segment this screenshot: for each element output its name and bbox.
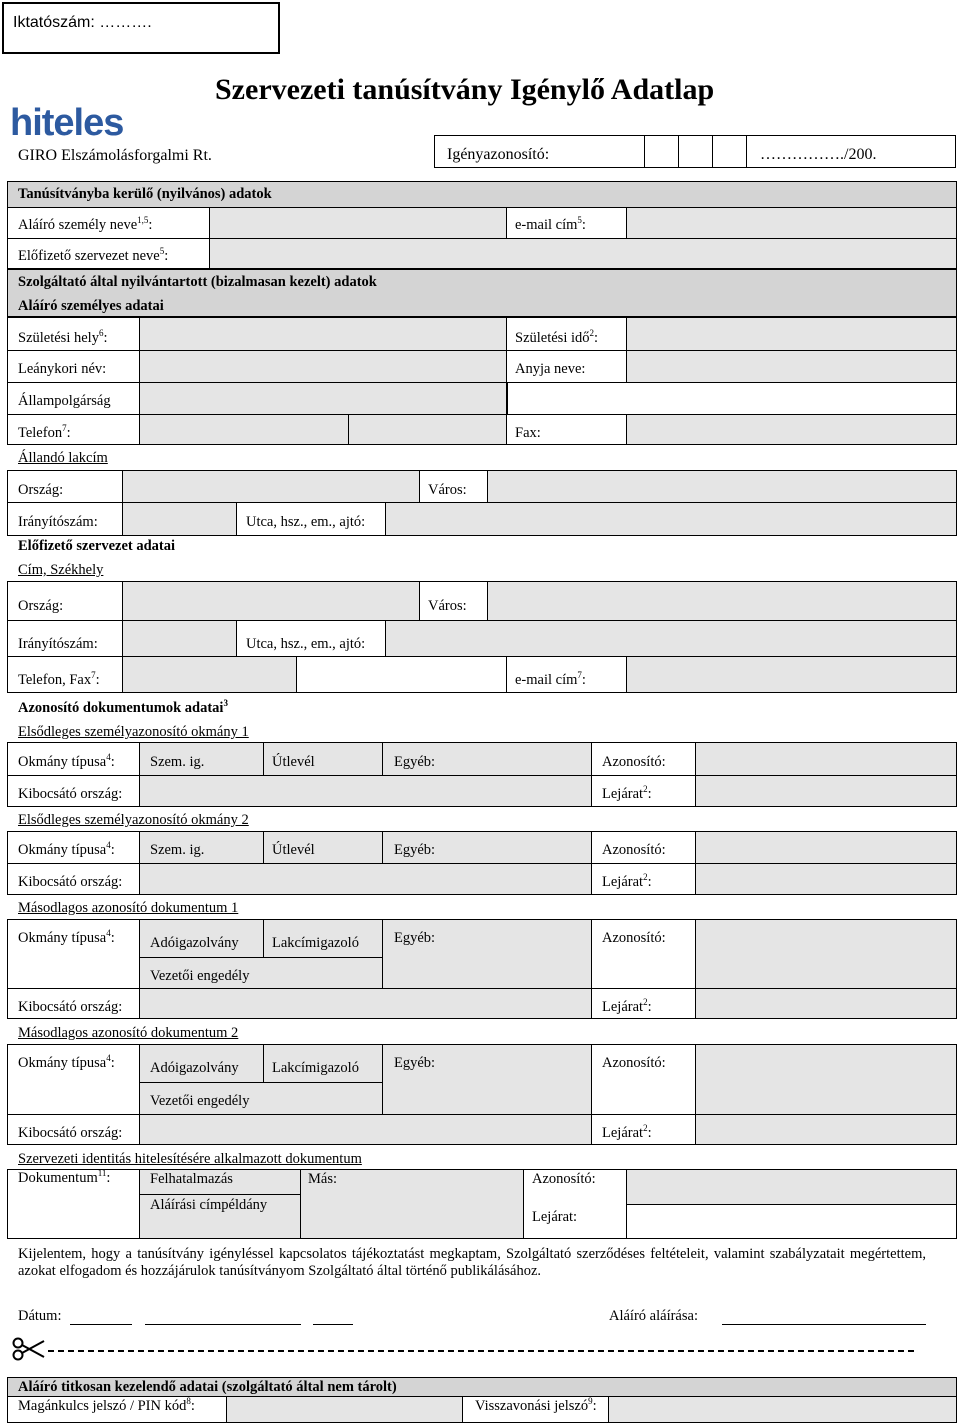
maiden-field[interactable] [139,350,507,383]
primary2-idcard: Szem. ig. [150,842,205,858]
primary1-idcard: Szem. ig. [150,754,205,770]
revoke-label: Visszavonási jelszó$^9$: [475,1396,597,1414]
country-label: Ország: [18,482,64,498]
page-title: Szervezeti tanúsítvány Igénylő Adatlap [215,73,715,106]
zip-label: Irányítószám: [18,514,98,530]
iktato-label: Iktatószám: ………. [13,14,152,31]
secret-header: Aláíró titkosan kezelendő adatai (szolgáltató által nem tárolt) [18,1379,397,1395]
primary1-expiry-field[interactable] [695,775,957,807]
fax-label: Fax: [515,425,541,441]
org-expiry-field[interactable] [626,1204,957,1239]
public-header: Tanúsítványba kerülő (nyilvános) adatok [18,186,272,202]
seat-country-label: Ország: [18,598,64,614]
primary2-header: Elsődleges személyazonosító okmány 2 [18,812,249,828]
org-name-field[interactable] [209,238,957,269]
revoke-field[interactable] [608,1396,957,1423]
phone-field-2[interactable] [348,414,507,445]
mother-label: Anyja neve: [515,361,586,377]
primary2-identifier: Azonosító: [602,842,666,858]
cut-line [48,1350,914,1352]
secondary2-identifier-field[interactable] [695,1044,957,1115]
signer-name-label: Aláíró személy neve$^{1,5}$: [18,215,153,233]
primary1-identifier: Azonosító: [602,754,666,770]
maiden-label: Leánykori név: [18,361,107,377]
seat-header: Cím, Székhely [18,562,104,578]
secondary2-tax: Adóigazolvány [150,1060,239,1076]
document-label: Dokumentum$^{11}$: [18,1168,111,1186]
fax-field[interactable] [626,414,957,445]
secondary1-other: Egyéb: [394,930,436,946]
citizenship-label: Állampolgárság [18,393,111,409]
seat-country-field[interactable] [122,581,420,621]
primary1-header: Elsődleges személyazonosító okmány 1 [18,724,249,740]
signature-line[interactable] [722,1324,926,1325]
secondary2-header: Másodlagos azonosító dokumentum 2 [18,1025,239,1041]
seat-zip-label: Irányítószám: [18,636,98,652]
scissors-icon [12,1336,46,1362]
declaration: Kijelentem, hogy a tanúsítvány igényléssel kapcsolatos tájékoztatást megkaptam, Szolgáltató szerződéses feltételeit, valamint szabályzatait megértettem, azokat elfogadom és hozzájárulok tanúsítványom Szolgáltató által történő publikálásához. [18,1246,926,1279]
signer-name-field[interactable] [209,207,507,239]
primary2-type-label: Okmány típusa$^4$: [18,840,115,858]
street-field[interactable] [385,502,957,536]
seat-street-field[interactable] [385,620,957,657]
secondary2-type-label: Okmány típusa$^4$: [18,1053,115,1071]
primary1-issuer: Kibocsátó ország: [18,786,123,802]
authorization: Felhatalmazás [150,1171,233,1187]
address-header: Állandó lakcím [18,450,108,466]
city-label: Város: [428,482,467,498]
secondary1-type-label: Okmány típusa$^4$: [18,928,115,946]
company-name: GIRO Elszámolásforgalmi Rt. [18,147,212,164]
seat-zip-field[interactable] [122,620,237,657]
country-field[interactable] [122,470,420,503]
secondary2-issuer: Kibocsátó ország: [18,1125,123,1141]
secondary2-expiry-field[interactable] [695,1114,957,1145]
birth-date-field[interactable] [626,317,957,351]
primary1-other: Egyéb: [394,754,436,770]
secondary2-identifier: Azonosító: [602,1055,666,1071]
phone-fax-label: Telefon, Fax$^7$: [18,670,100,688]
primary1-identifier-field[interactable] [695,742,957,776]
docs-header: Azonosító dokumentumok adatai$^3$ [18,698,228,716]
primary1-expiry: Lejárat$^2$: [602,784,652,802]
primary2-other: Egyéb: [394,842,436,858]
secondary1-identifier-field[interactable] [695,919,957,989]
org-identifier: Azonosító: [532,1171,596,1187]
date-label: Dátum: [18,1308,62,1324]
phone-field[interactable] [139,414,349,445]
primary1-type-label: Okmány típusa$^4$: [18,752,115,770]
secondary1-identifier: Azonosító: [602,930,666,946]
primary1-passport: Útlevél [272,754,315,770]
email-field[interactable] [626,207,957,239]
private-header: Szolgáltató által nyilvántartott (bizalmasan kezelt) adatok [18,274,377,290]
org-identifier-field[interactable] [626,1169,957,1205]
secondary1-header: Másodlagos azonosító dokumentum 1 [18,900,239,916]
zip-field[interactable] [122,502,237,536]
primary2-issuer: Kibocsátó ország: [18,874,123,890]
mother-field[interactable] [626,350,957,383]
citizenship-field-2[interactable] [507,382,957,415]
org-expiry: Lejárat: [532,1209,578,1225]
pin-field[interactable] [226,1396,463,1423]
birth-place-field[interactable] [139,317,507,351]
phone-label: Telefon$^7$: [18,423,71,441]
secondary2-issuer-field[interactable] [139,1114,592,1145]
phone-fax-field-2[interactable] [296,656,507,693]
date-line-3[interactable] [313,1324,353,1325]
birth-date-label: Születési idő$^2$: [515,328,599,346]
secondary1-issuer: Kibocsátó ország: [18,999,123,1015]
secondary2-other: Egyéb: [394,1055,436,1071]
email2-field[interactable] [626,656,957,693]
igeny-suffix: ……………./200. [760,146,877,163]
primary2-passport: Útlevél [272,842,315,858]
email2-label: e-mail cím$^7$: [515,670,586,688]
secondary1-issuer-field[interactable] [139,988,592,1019]
email-label: e-mail cím$^5$: [515,215,586,233]
secondary2-driving: Vezetői engedély [150,1093,250,1109]
date-line-1[interactable] [70,1324,132,1325]
seat-street-label: Utca, hsz., em., ajtó: [246,636,366,652]
primary1-issuer-field[interactable] [139,775,592,807]
signature-label: Aláíró aláírása: [609,1308,698,1324]
primary2-expiry: Lejárat$^2$: [602,872,652,890]
signature-sample: Aláírási címpéldány [150,1197,268,1213]
org-header: Előfizető szervezet adatai [18,538,176,554]
secondary1-expiry-field[interactable] [695,988,957,1019]
primary2-expiry-field[interactable] [695,863,957,895]
logo-text: hiteles [10,102,124,144]
secondary2-address: Lakcímigazoló [272,1060,359,1076]
seat-city-label: Város: [428,598,467,614]
org-name-label: Előfizető szervezet neve$^5$: [18,246,169,264]
date-line-2[interactable] [145,1324,301,1325]
secondary1-driving: Vezetői engedély [150,968,250,984]
street-label: Utca, hsz., em., ajtó: [246,514,366,530]
birth-place-label: Születési hely$^6$: [18,328,108,346]
secondary1-expiry: Lejárat$^2$: [602,997,652,1015]
secondary2-expiry: Lejárat$^2$: [602,1123,652,1141]
phone-fax-field[interactable] [122,656,297,693]
igeny-label: Igényazonosító: [447,146,550,163]
primary2-issuer-field[interactable] [139,863,592,895]
org-identity-header: Szervezeti identitás hitelesítésére alkalmazott dokumentum [18,1151,362,1167]
other2: Más: [308,1171,337,1187]
secondary1-tax: Adóigazolvány [150,935,239,951]
citizenship-field[interactable] [139,382,507,415]
primary2-identifier-field[interactable] [695,831,957,864]
seat-city-field[interactable] [487,581,957,621]
hiteles-logo [10,102,165,146]
pin-label: Magánkulcs jelszó / PIN kód$^8$: [18,1396,195,1414]
personal-header: Aláíró személyes adatai [18,298,164,314]
city-field[interactable] [487,470,957,503]
secondary1-address: Lakcímigazoló [272,935,359,951]
